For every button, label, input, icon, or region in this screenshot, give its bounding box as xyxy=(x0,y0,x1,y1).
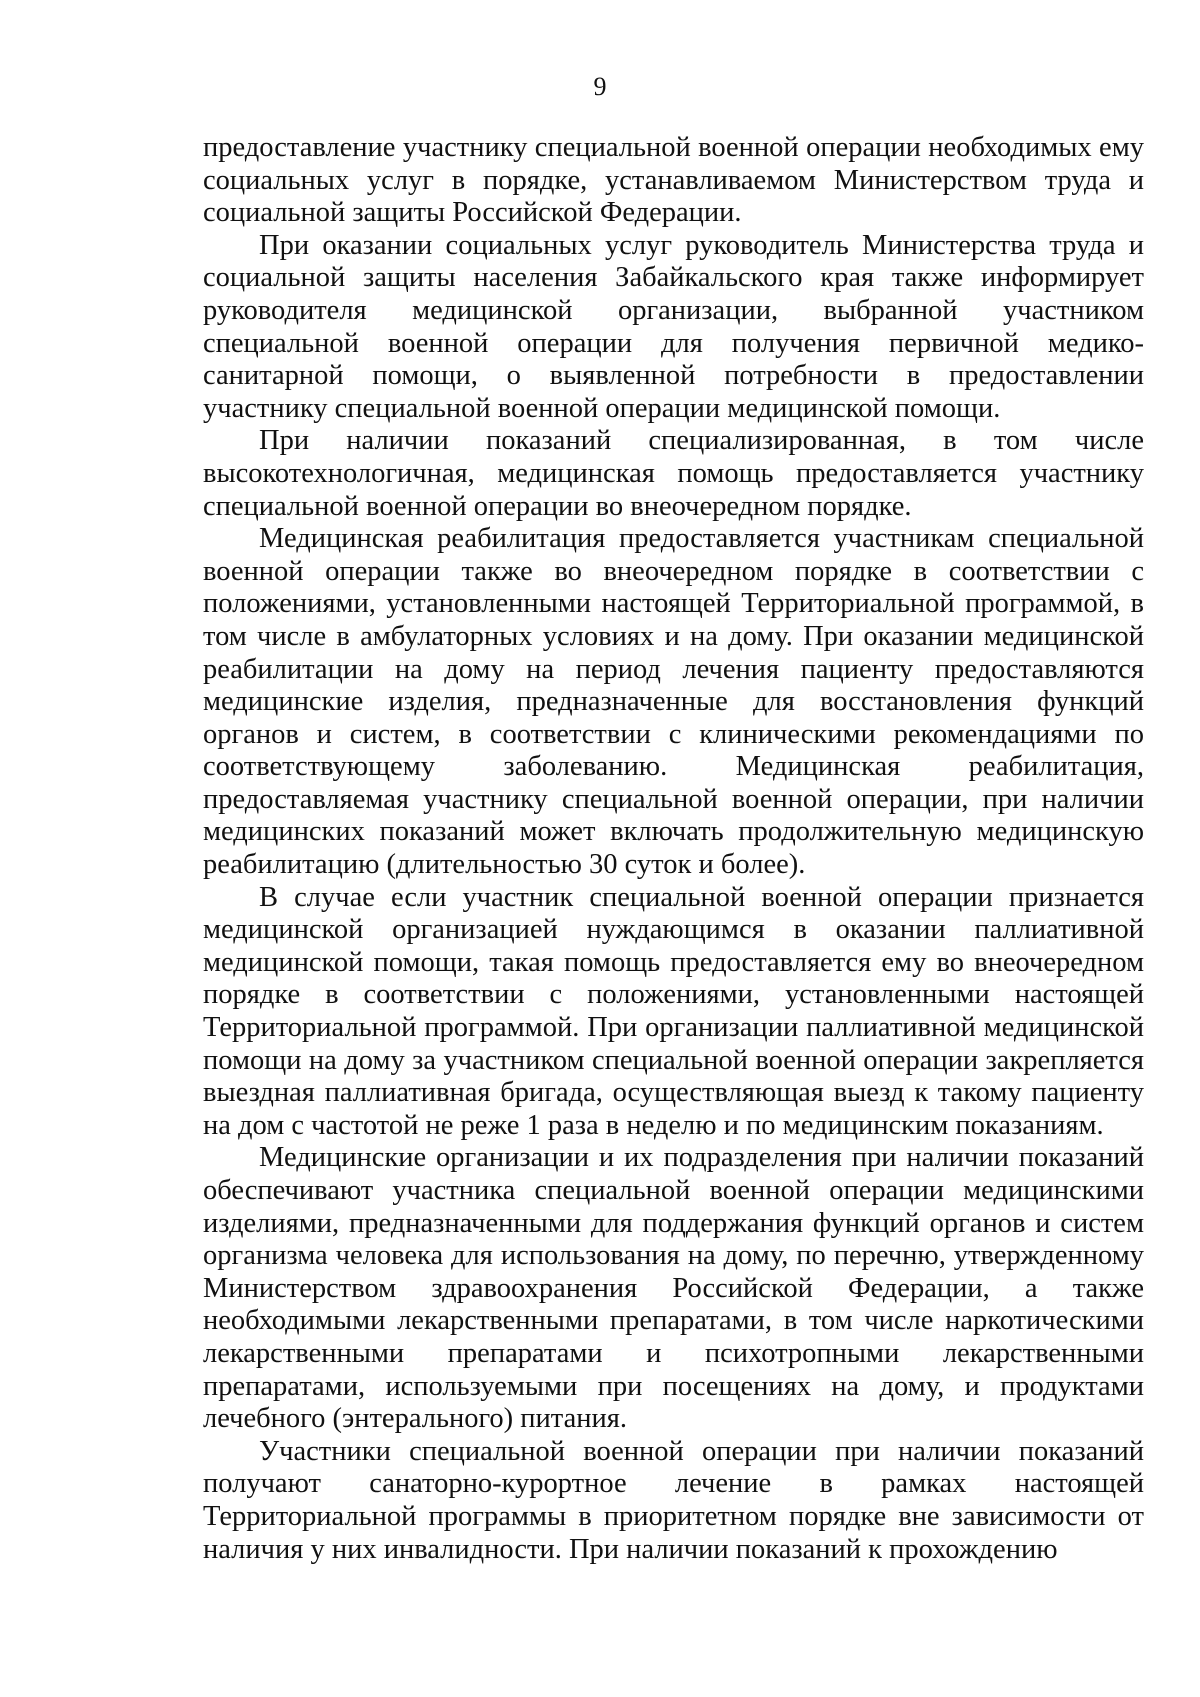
paragraph-social-services: При оказании социальных услуг руководитель Министерства труда и социальной защиты населения Забайкальского края также информирует руководителя медицинской организации, выбранной участником специальной военной операции для получения первичной медико-санитарной помощи, о выявленной потребности в предоставлении участнику специальной военной операции медицинской помощи. xyxy=(203,229,1144,424)
paragraph-sanatorium-treatment: Участники специальной военной операции при наличии показаний получают санаторно-курортное лечение в рамках настоящей Территориальной программы в приоритетном порядке вне зависимости от наличия у них инвалидности. При наличии показаний к прохождению xyxy=(203,1435,1144,1565)
paragraph-continuation: предоставление участнику специальной военной операции необходимых ему социальных услуг в порядке, устанавливаемом Министерством труда и социальной защиты Российской Федерации. xyxy=(203,132,1144,229)
document-body xyxy=(203,132,1144,1566)
paragraph-specialized-care: При наличии показаний специализированная, в том числе высокотехнологичная, медицинская помощь предоставляется участнику специальной военной операции во внеочередном порядке. xyxy=(203,425,1144,522)
page-number: 9 xyxy=(593,72,607,101)
paragraph-medical-devices: Медицинские организации и их подразделения при наличии показаний обеспечивают участника специальной военной операции медицинскими изделиями, предназначенными для поддержания функций органов и систем организма человека для использования на дому, по перечню, утвержденному Министерством здравоохранения Российской Федерации, а также необходимыми лекарственными препаратами, в том числе наркотическими лекарственными препаратами и психотропными лекарственными препаратами, используемыми при посещениях на дому, и продуктами лечебного (энтерального) питания. xyxy=(203,1142,1144,1435)
paragraph-palliative-care: В случае если участник специальной военной операции признается медицинской организацией нуждающимся в оказании паллиативной медицинской помощи, такая помощь предоставляется ему во внеочередном порядке в соответствии с положениями, установленными настоящей Территориальной программой. При организации паллиативной медицинской помощи на дому за участником специальной военной операции закрепляется выездная паллиативная бригада, осуществляющая выезд к такому пациенту на дом с частотой не реже 1 раза в неделю и по медицинским показаниям. xyxy=(203,881,1144,1141)
paragraph-rehabilitation: Медицинская реабилитация предоставляется участникам специальной военной операции также во внеочередном порядке в соответствии с положениями, установленными настоящей Территориальной программой, в том числе в амбулаторных условиях и на дому. При оказании медицинской реабилитации на дому на период лечения пациенту предоставляются медицинские изделия, предназначенные для восстановления функций органов и систем, в соответствии с клиническими рекомендациями по соответствующему заболеванию. Медицинская реабилитация, предоставляемая участнику специальной военной операции, при наличии медицинских показаний может включать продолжительную медицинскую реабилитацию (длительностью 30 суток и более). xyxy=(203,523,1144,881)
